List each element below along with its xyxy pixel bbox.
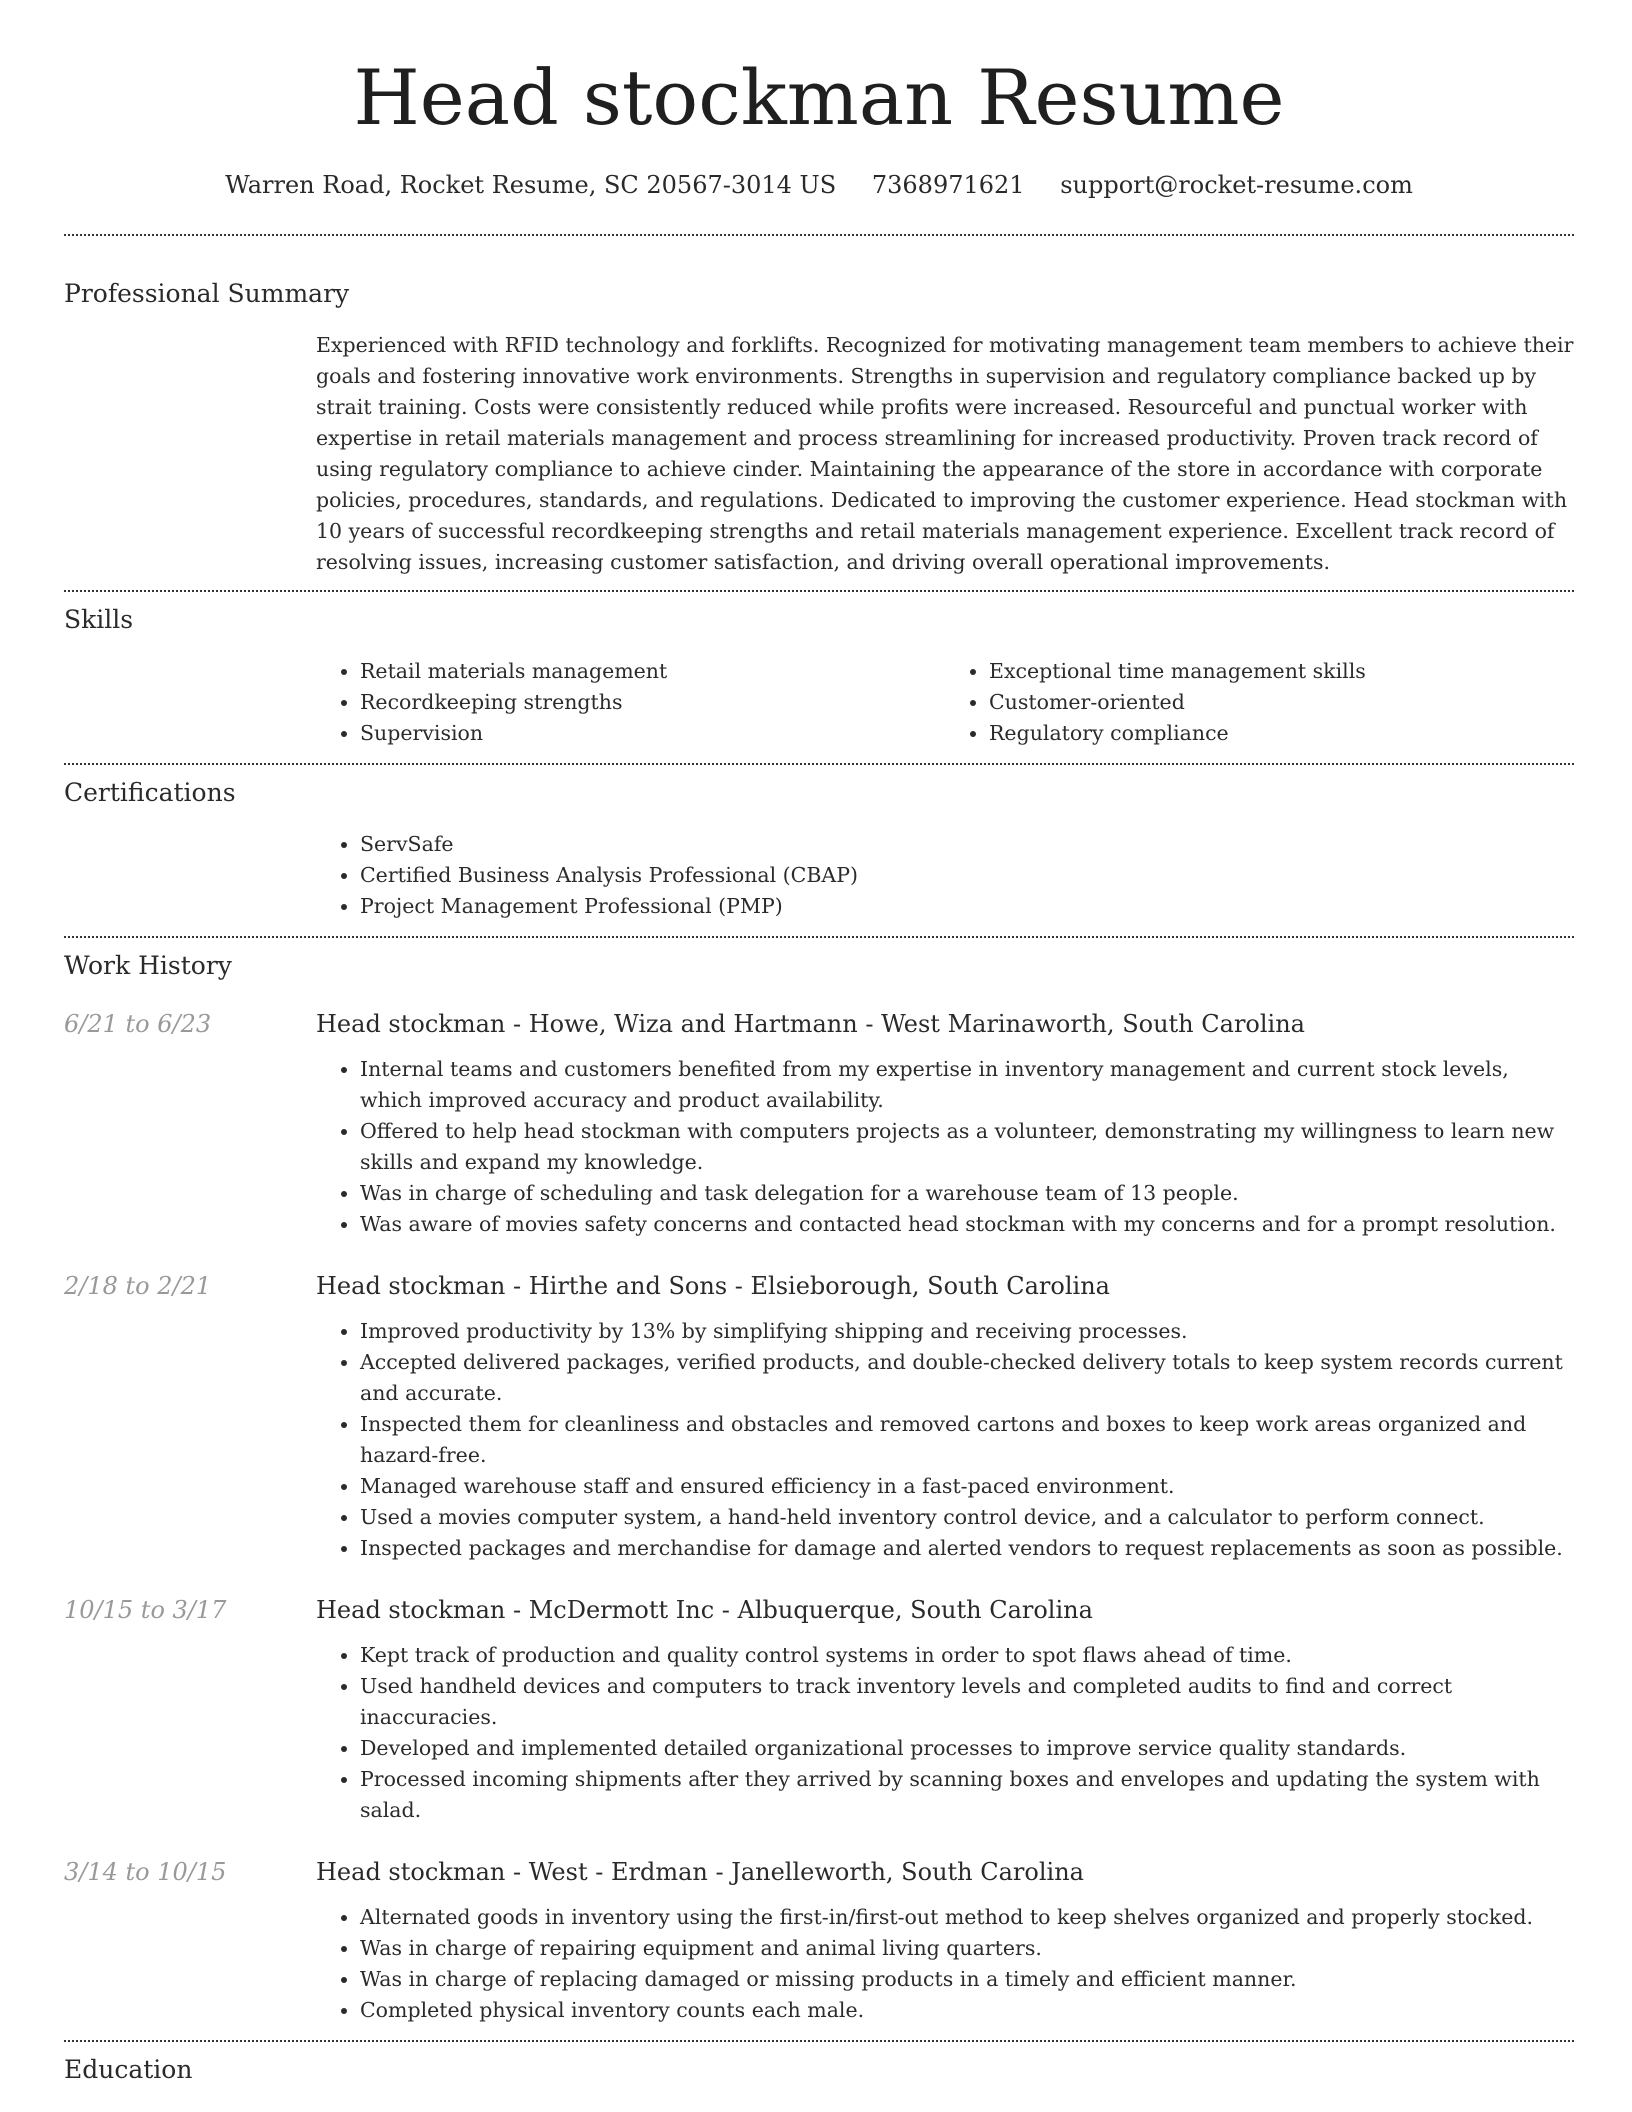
job-entry	[64, 1592, 1574, 1826]
job-bullet: • Managed warehouse staff and ensured efficiency in a fast-paced environment.	[360, 1471, 1574, 1502]
job-bullet: • Inspected packages and merchandise for damage and alerted vendors to request replacements as soon as possible.	[360, 1533, 1574, 1564]
contact-address: Warren Road, Rocket Resume, SC 20567-3014 US	[225, 171, 837, 199]
summary-section	[64, 276, 1574, 578]
job-bullet: • Developed and implemented detailed organizational processes to improve service quality standards.	[360, 1733, 1574, 1764]
job-bullet: • Was aware of movies safety concerns and contacted head stockman with my concerns and for a prompt resolution.	[360, 1209, 1574, 1240]
certifications-heading: Certifications	[64, 778, 236, 807]
job-bullet: • Processed incoming shipments after they arrived by scanning boxes and envelopes and updating the system with salad.	[360, 1764, 1574, 1826]
skill-item: • Regulatory compliance	[989, 718, 1574, 749]
contact-line	[64, 168, 1574, 202]
summary-heading: Professional Summary	[64, 279, 350, 308]
job-bullet: • Completed physical inventory counts each male.	[360, 1995, 1574, 2026]
job-entry	[64, 1268, 1574, 1564]
job-bullets	[316, 1640, 1574, 1826]
job-bullets	[316, 1316, 1574, 1564]
certification-item: • Certified Business Analysis Professional (CBAP)	[360, 860, 1574, 891]
job-bullets	[316, 1902, 1574, 2026]
job-entry	[64, 1006, 1574, 1240]
skill-item: • Retail materials management	[360, 656, 945, 687]
job-bullet: • Used handheld devices and computers to track inventory levels and completed audits to find and correct inaccuracies.	[360, 1671, 1574, 1733]
work-history-heading: Work History	[64, 951, 232, 980]
education-heading: Education	[64, 2055, 193, 2084]
divider	[64, 936, 1574, 938]
job-bullet: • Inspected them for cleanliness and obstacles and removed cartons and boxes to keep work areas organized and hazard-free.	[360, 1409, 1574, 1471]
job-bullets	[316, 1054, 1574, 1240]
job-dates: 3/14 to 10/15	[64, 1858, 227, 1886]
certification-item: • ServSafe	[360, 829, 1574, 860]
job-bullet: • Used a movies computer system, a hand-held inventory control device, and a calculator to perform connect.	[360, 1502, 1574, 1533]
contact-email[interactable]: support@rocket-resume.com	[1060, 171, 1413, 199]
divider	[64, 2040, 1574, 2042]
job-bullet: • Internal teams and customers benefited from my expertise in inventory management and current stock levels, which improved accuracy and product availability.	[360, 1054, 1574, 1116]
job-dates: 10/15 to 3/17	[64, 1596, 227, 1624]
contact-phone: 7368971621	[871, 171, 1025, 199]
job-bullet: • Improved productivity by 13% by simplifying shipping and receiving processes.	[360, 1316, 1574, 1347]
divider	[64, 234, 1574, 236]
page-title: Head stockman Resume	[353, 53, 1285, 142]
job-bullet: • Offered to help head stockman with computers projects as a volunteer, demonstrating my willingness to learn new skills and expand my knowledge.	[360, 1116, 1574, 1178]
skills-list	[316, 656, 1574, 749]
divider	[64, 590, 1574, 592]
certifications-list	[316, 829, 1574, 922]
education-section	[64, 2052, 1574, 2088]
job-bullet: • Kept track of production and quality control systems in order to spot flaws ahead of time.	[360, 1640, 1574, 1671]
job-dates: 6/21 to 6/23	[64, 1010, 212, 1038]
job-dates: 2/18 to 2/21	[64, 1272, 212, 1300]
job-bullet: • Accepted delivered packages, verified products, and double-checked delivery totals to keep system records current and accurate.	[360, 1347, 1574, 1409]
certifications-section	[64, 775, 1574, 922]
job-title: Head stockman - West - Erdman - Janelleworth, South Carolina	[316, 1858, 1084, 1886]
skill-item: • Customer-oriented	[989, 687, 1574, 718]
skills-heading: Skills	[64, 605, 134, 634]
work-history-section	[64, 948, 1574, 2026]
skill-item: • Supervision	[360, 718, 945, 749]
resume-page	[64, 0, 1574, 2088]
job-entry	[64, 1854, 1574, 2026]
skill-item: • Exceptional time management skills	[989, 656, 1574, 687]
job-bullet: • Was in charge of repairing equipment and animal living quarters.	[360, 1933, 1574, 1964]
skill-item: • Recordkeeping strengths	[360, 687, 945, 718]
job-title: Head stockman - Hirthe and Sons - Elsieborough, South Carolina	[316, 1272, 1110, 1300]
skills-section	[64, 602, 1574, 749]
job-title: Head stockman - McDermott Inc - Albuquerque, South Carolina	[316, 1596, 1093, 1624]
job-bullet: • Alternated goods in inventory using the first-in/first-out method to keep shelves organized and properly stocked.	[360, 1902, 1574, 1933]
job-bullet: • Was in charge of scheduling and task delegation for a warehouse team of 13 people.	[360, 1178, 1574, 1209]
skills-right-column	[945, 656, 1574, 749]
summary-text: Experienced with RFID technology and forklifts. Recognized for motivating management team members to achieve their goals and fostering innovative work environments. Strengths in supervision and regulatory compliance backed up by strait training. Costs were consistently reduced while profits were increased. Resourceful and punctual worker with expertise in retail materials management and process streamlining for increased productivity. Proven track record of using regulatory compliance to achieve cinder. Maintaining the appearance of the store in accordance with corporate policies, procedures, standards, and regulations. Dedicated to improving the customer experience. Head stockman with 10 years of successful recordkeeping strengths and retail materials management experience. Excellent track record of resolving issues, increasing customer satisfaction, and driving overall operational improvements.	[316, 333, 1574, 574]
divider	[64, 763, 1574, 765]
certification-item: • Project Management Professional (PMP)	[360, 891, 1574, 922]
job-title: Head stockman - Howe, Wiza and Hartmann - West Marinaworth, South Carolina	[316, 1010, 1305, 1038]
skills-left-column	[316, 656, 945, 749]
job-bullet: • Was in charge of replacing damaged or missing products in a timely and efficient manner.	[360, 1964, 1574, 1995]
